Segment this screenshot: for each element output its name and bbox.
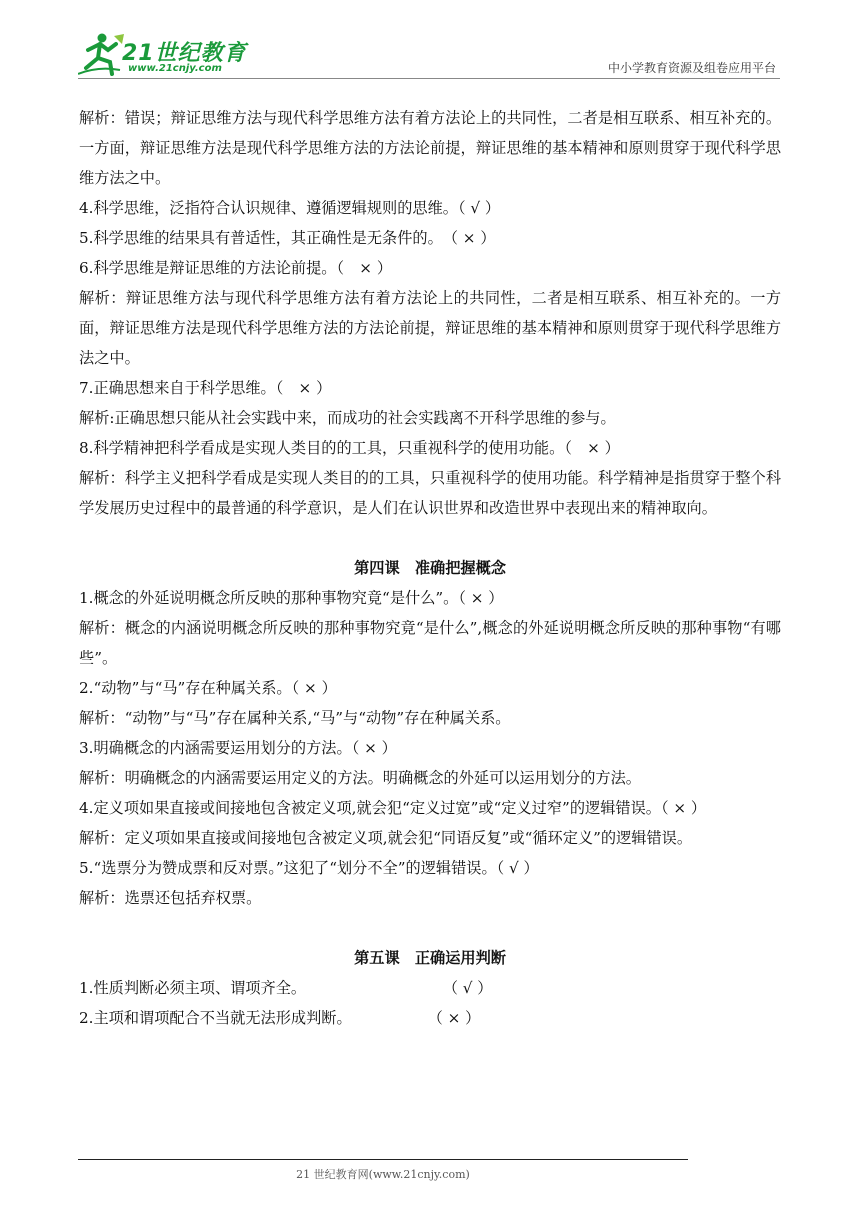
text-line: 解析：“动物”与“马”存在属种关系,“马”与“动物”存在种属关系。: [79, 709, 511, 727]
text-line: 5.科学思维的结果具有普适性，其正确性是无条件的。 （ × ）: [79, 229, 496, 247]
logo-url: www.21cnjy.com: [128, 63, 222, 74]
text-line: 解析：选票还包括弃权票。: [79, 889, 262, 907]
text-line: 7.正确思想来自于科学思维。（ × ）: [79, 379, 332, 397]
site-logo[interactable]: [78, 30, 248, 80]
text-line: 1.概念的外延说明概念所反映的那种事物究竟“是什么”。（ × ）: [79, 589, 504, 607]
header-divider: [78, 78, 780, 79]
text-line: 4.科学思维，泛指符合认识规律、遵循逻辑规则的思维。（ √ ）: [79, 199, 501, 217]
text-line: 3.明确概念的内涵需要运用划分的方法。（ × ）: [79, 739, 397, 757]
logo-text: 21世纪教育: [122, 41, 247, 66]
page-header: [0, 0, 860, 90]
platform-name: 中小学教育资源及组卷应用平台: [607, 61, 776, 75]
text-line: 解析：概念的内涵说明概念所反映的那种事物究竟“是什么”,概念的外延说明概念所反映的那种事物“有哪些”。: [79, 619, 781, 667]
intro-items: [79, 103, 781, 523]
text-line: 解析:正确思想只能从社会实践中来，而成功的社会实践离不开科学思维的参与。: [79, 409, 616, 427]
document-body: [79, 103, 781, 1033]
text-line: 1.性质判断必须主项、谓项齐全。 （ √ ）: [79, 979, 493, 997]
text-line: 解析：错误；辩证思维方法与现代科学思维方法有着方法论上的共同性，二者是相互联系、相互补充的。一方面，辩证思维方法是现代科学思维方法的方法论前提，辩证思维的基本精神和原则贯穿于现代科学思维方法之中。: [79, 109, 781, 187]
text-line: 4.定义项如果直接或间接地包含被定义项,就会犯“定义过宽”或“定义过窄”的逻辑错误。（ × ）: [79, 799, 707, 817]
text-line: 2.主项和谓项配合不当就无法形成判断。 （ × ）: [79, 1009, 481, 1027]
text-line: 解析：辩证思维方法与现代科学思维方法有着方法论上的共同性，二者是相互联系、相互补充的。一方面，辩证思维方法是现代科学思维方法的方法论前提，辩证思维的基本精神和原则贯穿于现代科学思维方法之中。: [79, 289, 781, 367]
text-line: 5.“选票分为赞成票和反对票。”这犯了“划分不全”的逻辑错误。（ √ ）: [79, 859, 539, 877]
text-line: 解析：科学主义把科学看成是实现人类目的的工具，只重视科学的使用功能。科学精神是指贯穿于整个科学发展历史过程中的最普通的科学意识，是人们在认识世界和改造世界中表现出来的精神取向。: [79, 469, 781, 517]
section-4-items: [79, 583, 781, 913]
text-line: 2.“动物”与“马”存在种属关系。（ × ）: [79, 679, 337, 697]
footer-text: 21 世纪教育网(www.21cnjy.com): [296, 1168, 470, 1181]
footer-divider: [78, 1159, 688, 1160]
section-5-items: [79, 973, 781, 1033]
text-line: 6.科学思维是辩证思维的方法论前提。（ × ）: [79, 259, 393, 277]
text-line: 8.科学精神把科学看成是实现人类目的的工具，只重视科学的使用功能。（ × ）: [79, 439, 620, 457]
section-5-title: 第五课 正确运用判断: [354, 949, 506, 967]
section-4-title: 第四课 准确把握概念: [354, 559, 506, 577]
text-line: 解析：定义项如果直接或间接地包含被定义项,就会犯“同语反复”或“循环定义”的逻辑错误。: [79, 829, 693, 847]
text-line: 解析：明确概念的内涵需要运用定义的方法。明确概念的外延可以运用划分的方法。: [79, 769, 641, 787]
